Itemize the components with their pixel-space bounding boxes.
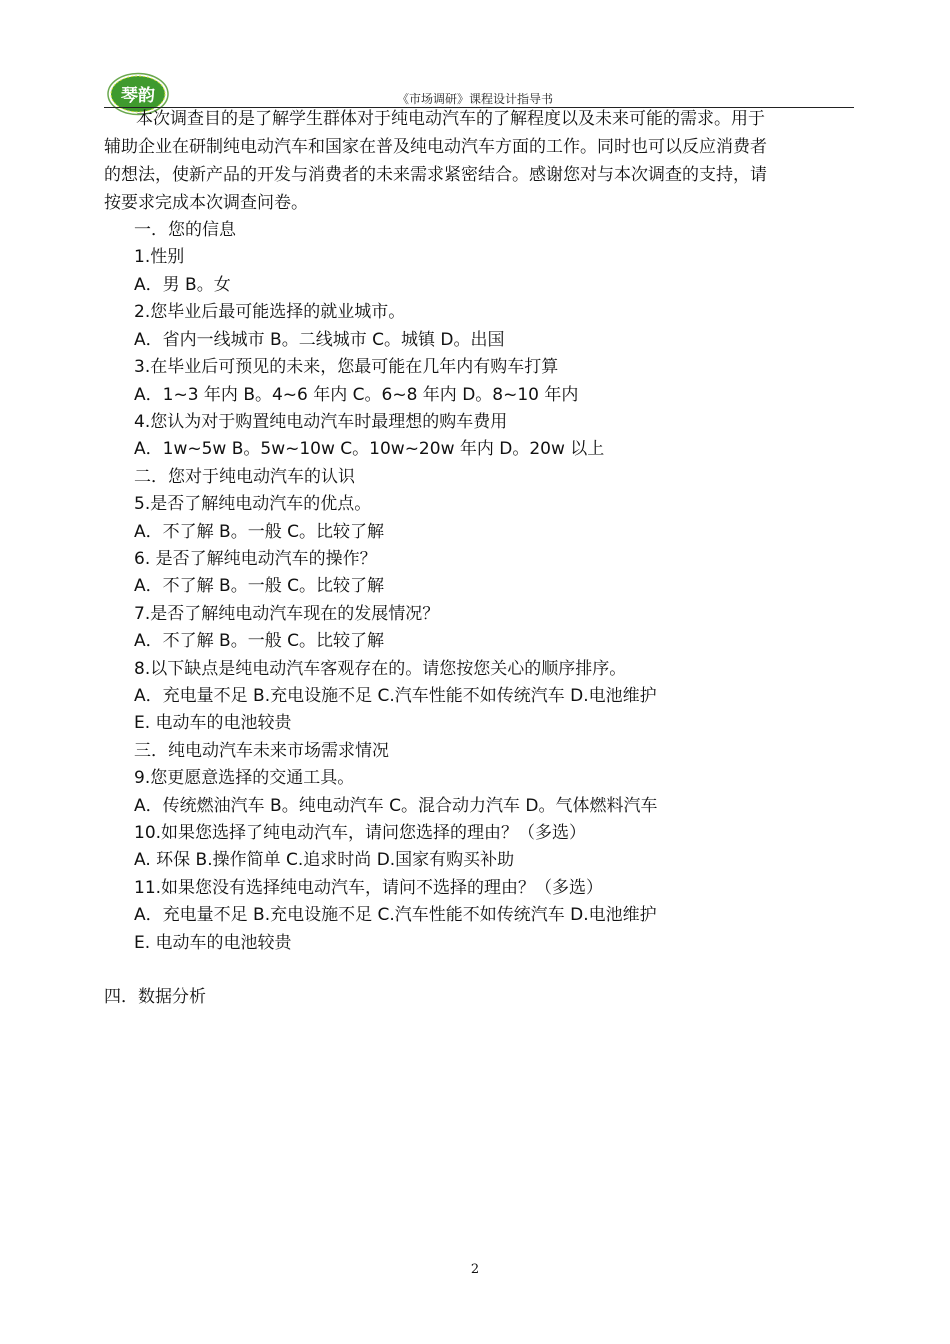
question: 6. 是否了解纯电动汽车的操作？ <box>134 549 377 569</box>
options: A．不了解 B。一般 C。比较了解 <box>134 576 384 596</box>
options: A．不了解 B。一般 C。比较了解 <box>134 522 384 542</box>
options: A．充电量不足 B.充电设施不足 C.汽车性能不如传统汽车 D.电池维护 <box>134 686 657 706</box>
question: 1.性别 <box>134 247 185 267</box>
section-heading: 三．纯电动汽车未来市场需求情况 <box>134 741 389 761</box>
intro-line: 辅助企业在研制纯电动汽车和国家在普及纯电动汽车方面的工作。同时也可以反应消费者 <box>104 137 767 157</box>
options: A．1~3 年内 B。4~6 年内 C。6~8 年内 D。8~10 年内 <box>134 385 579 405</box>
options: E. 电动车的电池较贵 <box>134 933 292 953</box>
options: A．省内一线城市 B。二线城市 C。城镇 D。出国 <box>134 330 505 350</box>
question: 11.如果您没有选择纯电动汽车，请问不选择的理由？（多选） <box>134 878 604 898</box>
options: E. 电动车的电池较贵 <box>134 713 292 733</box>
intro-line: 按要求完成本次调查问卷。 <box>104 193 308 213</box>
question: 3.在毕业后可预见的未来，您最可能在几年内有购车打算 <box>134 357 559 377</box>
intro-line: 的想法，使新产品的开发与消费者的未来需求紧密结合。感谢您对与本次调查的支持，请 <box>104 165 767 185</box>
question: 5.是否了解纯电动汽车的优点。 <box>134 494 372 514</box>
options: A．传统燃油汽车 B。纯电动汽车 C。混合动力汽车 D。气体燃料汽车 <box>134 796 658 816</box>
header-title: 《市场调研》课程设计指导书 <box>396 92 553 106</box>
question: 7.是否了解纯电动汽车现在的发展情况？ <box>134 604 440 624</box>
section-heading: 四．数据分析 <box>104 987 206 1007</box>
options: A．1w~5w B。5w~10w C。10w~20w 年内 D。20w 以上 <box>134 439 605 459</box>
options: A．男 B。女 <box>134 275 231 295</box>
options: A．充电量不足 B.充电设施不足 C.汽车性能不如传统汽车 D.电池维护 <box>134 905 657 925</box>
question: 10.如果您选择了纯电动汽车，请问您选择的理由？（多选） <box>134 823 587 843</box>
question: 2.您毕业后最可能选择的就业城市。 <box>134 302 406 322</box>
options: A. 环保 B.操作简单 C.追求时尚 D.国家有购买补助 <box>134 850 515 870</box>
intro-line: 本次调查目的是了解学生群体对于纯电动汽车的了解程度以及未来可能的需求。用于 <box>136 109 765 129</box>
page-number: 2 <box>470 1262 480 1277</box>
question: 9.您更愿意选择的交通工具。 <box>134 768 355 788</box>
question: 8.以下缺点是纯电动汽车客观存在的。请您按您关心的顺序排序。 <box>134 659 627 679</box>
section-heading: 一．您的信息 <box>134 220 236 240</box>
logo-text: 琴韵 <box>121 86 155 106</box>
options: A．不了解 B。一般 C。比较了解 <box>134 631 384 651</box>
question: 4.您认为对于购置纯电动汽车时最理想的购车费用 <box>134 412 508 432</box>
section-heading: 二．您对于纯电动汽车的认识 <box>134 467 355 487</box>
